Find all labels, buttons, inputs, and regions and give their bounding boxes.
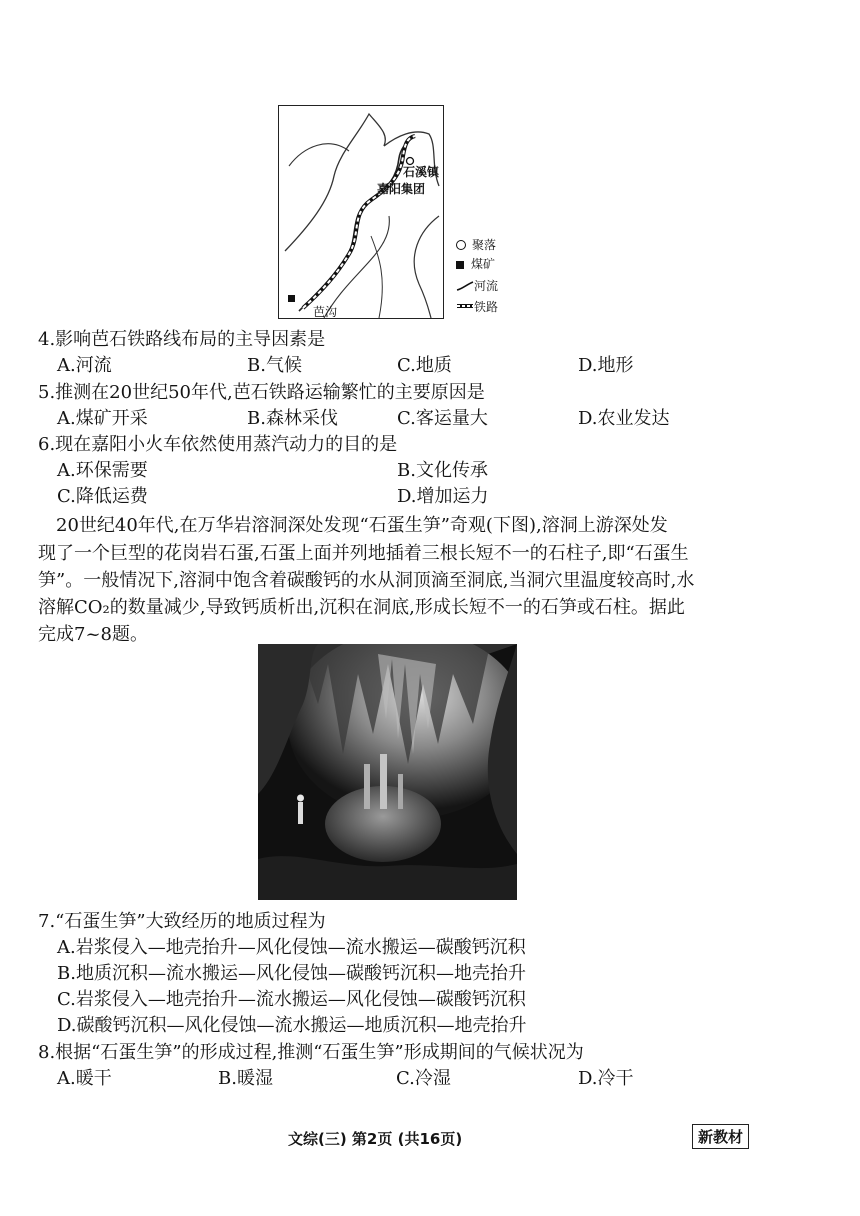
- passage-line-3: 笋”。一般情况下,溶洞中饱含着碳酸钙的水从洞顶滴至洞底,当洞穴里温度较高时,水: [38, 570, 695, 591]
- q8-option-a: A.暖干: [57, 1068, 112, 1089]
- question-4-stem: 4.影响芭石铁路线布局的主导因素是: [38, 329, 326, 350]
- q7-option-d: D.碳酸钙沉积—风化侵蚀—流水搬运—地质沉积—地壳抬升: [57, 1015, 527, 1036]
- town-label: 石溪镇: [403, 165, 440, 179]
- q4-option-d: D.地形: [578, 355, 634, 376]
- cave-image: [258, 644, 517, 900]
- railway-map: [278, 105, 444, 319]
- question-5-stem: 5.推测在20世纪50年代,芭石铁路运输繁忙的主要原因是: [38, 382, 485, 403]
- q7-option-a: A.岩浆侵入—地壳抬升—风化侵蚀—流水搬运—碳酸钙沉积: [57, 937, 526, 958]
- legend-settlement: [456, 236, 526, 255]
- coal-mine-marker: [288, 295, 295, 302]
- q4-option-c: C.地质: [397, 355, 452, 376]
- legend-label: 煤矿: [471, 257, 496, 271]
- page-footer: 文综(三) 第2页 (共16页): [288, 1130, 463, 1148]
- cave-photo: [258, 644, 517, 900]
- coal-mine-icon: [456, 261, 464, 269]
- river-icon: [456, 281, 474, 291]
- settlement-icon: [456, 240, 466, 250]
- legend-coal-mine: [456, 255, 526, 277]
- q8-option-b: B.暖湿: [218, 1068, 273, 1089]
- q5-option-d: D.农业发达: [578, 408, 670, 429]
- passage-line-2: 现了一个巨型的花岗岩石蛋,石蛋上面并列地插着三根长短不一的石柱子,即“石蛋生: [38, 543, 689, 564]
- q4-option-b: B.气候: [247, 355, 302, 376]
- legend-label: 聚落: [472, 238, 497, 252]
- railway-icon: [456, 301, 474, 311]
- passage-line-4: 溶解CO₂的数量减少,导致钙质析出,沉积在洞底,形成长短不一的石笋或石柱。据此: [38, 597, 685, 618]
- q4-option-a: A.河流: [57, 355, 112, 376]
- legend-label: 铁路: [474, 300, 499, 314]
- legend-label: 河流: [474, 279, 499, 293]
- passage-line-1: 20世纪40年代,在万华岩溶洞深处发现“石蛋生笋”奇观(下图),溶洞上游深处发: [56, 515, 668, 536]
- question-6-stem: 6.现在嘉阳小火车依然使用蒸汽动力的目的是: [38, 434, 398, 455]
- q6-option-b: B.文化传承: [397, 460, 488, 481]
- q5-option-b: B.森林采伐: [247, 408, 338, 429]
- q8-option-c: C.冷湿: [396, 1068, 451, 1089]
- q7-option-c: C.岩浆侵入—地壳抬升—流水搬运—风化侵蚀—碳酸钙沉积: [57, 989, 526, 1010]
- legend-railway: [456, 298, 526, 318]
- new-textbook-badge: 新教材: [692, 1124, 749, 1149]
- map-drawing: [279, 106, 443, 318]
- q6-option-d: D.增加运力: [397, 486, 489, 507]
- q7-option-b: B.地质沉积—流水搬运—风化侵蚀—碳酸钙沉积—地壳抬升: [57, 963, 526, 984]
- map-legend: [456, 236, 526, 318]
- legend-river: [456, 277, 526, 298]
- question-8-stem: 8.根据“石蛋生笋”的形成过程,推测“石蛋生笋”形成期间的气候状况为: [38, 1042, 584, 1063]
- q5-option-a: A.煤矿开采: [57, 408, 148, 429]
- q5-option-c: C.客运量大: [397, 408, 488, 429]
- question-7-stem: 7.“石蛋生笋”大致经历的地质过程为: [38, 911, 326, 932]
- q6-option-c: C.降低运费: [57, 486, 148, 507]
- start-label: 芭沟: [313, 305, 338, 319]
- passage-line-5: 完成7~8题。: [38, 624, 148, 645]
- q6-option-a: A.环保需要: [57, 460, 148, 481]
- group-label: 嘉阳集团: [377, 182, 426, 196]
- q8-option-d: D.冷干: [578, 1068, 634, 1089]
